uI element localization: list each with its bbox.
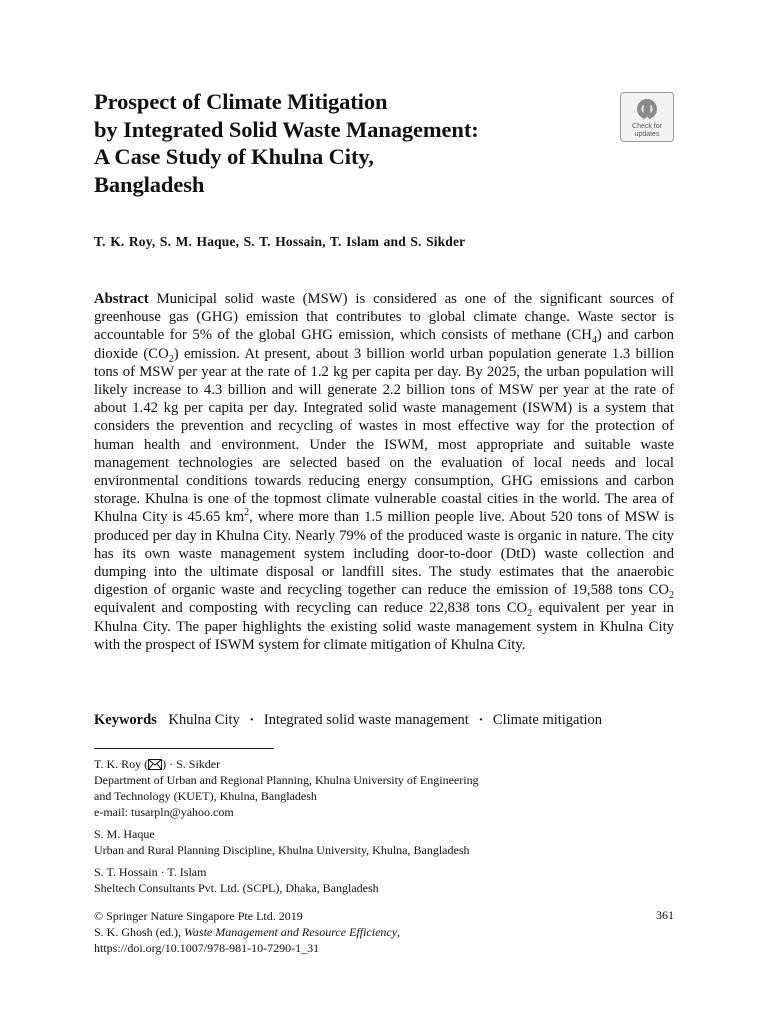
punctuation: ,: [397, 925, 401, 940]
abstract-label: Abstract: [94, 291, 149, 307]
publication-footer: [94, 908, 400, 957]
affiliation-2: [94, 826, 470, 858]
subscript: 2: [168, 353, 174, 365]
affiliation-text: and Technology (KUET), Khulna, Bangladesh: [94, 789, 317, 803]
affiliation-1: [94, 756, 479, 820]
book-editor: S. K. Ghosh (ed.),: [94, 925, 184, 940]
affiliation-text: Sheltech Consultants Pvt. Ltd. (SCPL), Dhaka, Bangladesh: [94, 881, 379, 895]
abstract-text: ) emission. At present, about 3 billion world urban population generate 1.3 billion tons of MSW per year at the rate of 1.2 kg per capita per day. By 2025, the urban population will likely increase to 4.3 billion and will generate 2.2 billion tons of MSW per year at the rate of about 1.42 kg per capita per day. Integrated solid waste management (ISWM) is a system that considers the prevention and recycling of wastes in most effective way for the protection of human health and environment. Under the ISWM, most appropriate and suitable waste management technologies are selected based on the evaluation of local needs and local environmental conditions towards reducing energy consumption, GHG emissions and carbon storage. Khulna is one of the topmost climate vulnerable coastal cities in the world. The area of Khulna City is 45.65 km: [94, 345, 674, 526]
check-for-updates-badge[interactable]: [620, 92, 674, 142]
title-line: Bangladesh: [94, 171, 205, 197]
subscript: 2: [669, 590, 674, 602]
abstract: [94, 290, 674, 654]
keyword-separator: ·: [249, 712, 255, 728]
affiliation-authors: S. M. Haque: [94, 827, 155, 841]
title-line: by Integrated Solid Waste Management:: [94, 116, 479, 142]
author-name: T. K. Roy (: [94, 757, 149, 771]
book-citation: [94, 924, 400, 940]
abstract-text: ) and carbon dioxide (CO: [94, 327, 674, 362]
keyword-separator: ·: [478, 712, 484, 728]
abstract-text: equivalent and composting with recycling can reduce 22,838 tons CO: [94, 600, 528, 617]
title-line: A Case Study of Khulna City,: [94, 144, 374, 169]
author-list: T. K. Roy, S. M. Haque, S. T. Hossain, T. Islam and S. Sikder: [94, 234, 466, 249]
subscript: 2: [527, 608, 533, 620]
author-email[interactable]: e-mail: tusarpln@yahoo.com: [94, 805, 234, 819]
book-title: Waste Management and Resource Efficiency: [184, 925, 398, 940]
affiliation-text: Urban and Rural Planning Discipline, Khulna University, Khulna, Bangladesh: [94, 843, 470, 857]
title-line: Prospect of Climate Mitigation: [94, 89, 388, 114]
abstract-text: , where more than 1.5 million people live. About 520 tons of MSW is produced per day in Khulna City. Nearly 79% of the produced waste is organic in nature. The city has its own waste management system including door-to-door (DtD) waste collection and dumping into the ultimate disposal or landfill sites. The study estimates that the anaerobic digestion of organic waste and recycling together can reduce the emission of 19,588 tons CO: [94, 509, 675, 599]
copyright-notice: © Springer Nature Singapore Pte Ltd. 2019: [94, 909, 303, 923]
abstract-text: equivalent per year in Khulna City. The paper highlights the existing solid waste management system in Khulna City with the prospect of ISWM system for climate mitigation of Khulna City.: [94, 600, 674, 653]
badge-text-line2: updates: [634, 130, 660, 138]
footnote-divider: [94, 748, 274, 749]
keyword-item: Khulna City: [168, 712, 240, 728]
subscript: 4: [591, 335, 597, 347]
abstract-text: Municipal solid waste (MSW) is considered as one of the significant sources of greenhouse gas (GHG) emission that contributes to global climate change. Waste sector is accountable for 5% of the global GHG emission, which consists of methane (CH: [94, 291, 674, 344]
author-name: ) · S. Sikder: [162, 757, 221, 771]
doi-link[interactable]: https://doi.org/10.1007/978-981-10-7290-1_31: [94, 941, 320, 956]
keywords: [94, 712, 674, 729]
envelope-icon[interactable]: [148, 759, 162, 770]
affiliation-authors: [94, 756, 479, 772]
bookmark-ring-icon: [633, 97, 661, 123]
superscript: 2: [244, 507, 250, 519]
keywords-label: Keywords: [94, 712, 157, 728]
keyword-item: Climate mitigation: [492, 712, 603, 728]
affiliation-3: [94, 864, 379, 896]
page-number: 361: [656, 908, 674, 922]
paper-title: [94, 88, 594, 198]
affiliation-authors: S. T. Hossain · T. Islam: [94, 865, 207, 879]
keyword-item: Integrated solid waste management: [263, 712, 469, 728]
badge-text-line1: Check for: [632, 123, 662, 130]
affiliation-text: Department of Urban and Regional Planning, Khulna University of Engineering: [94, 773, 479, 787]
